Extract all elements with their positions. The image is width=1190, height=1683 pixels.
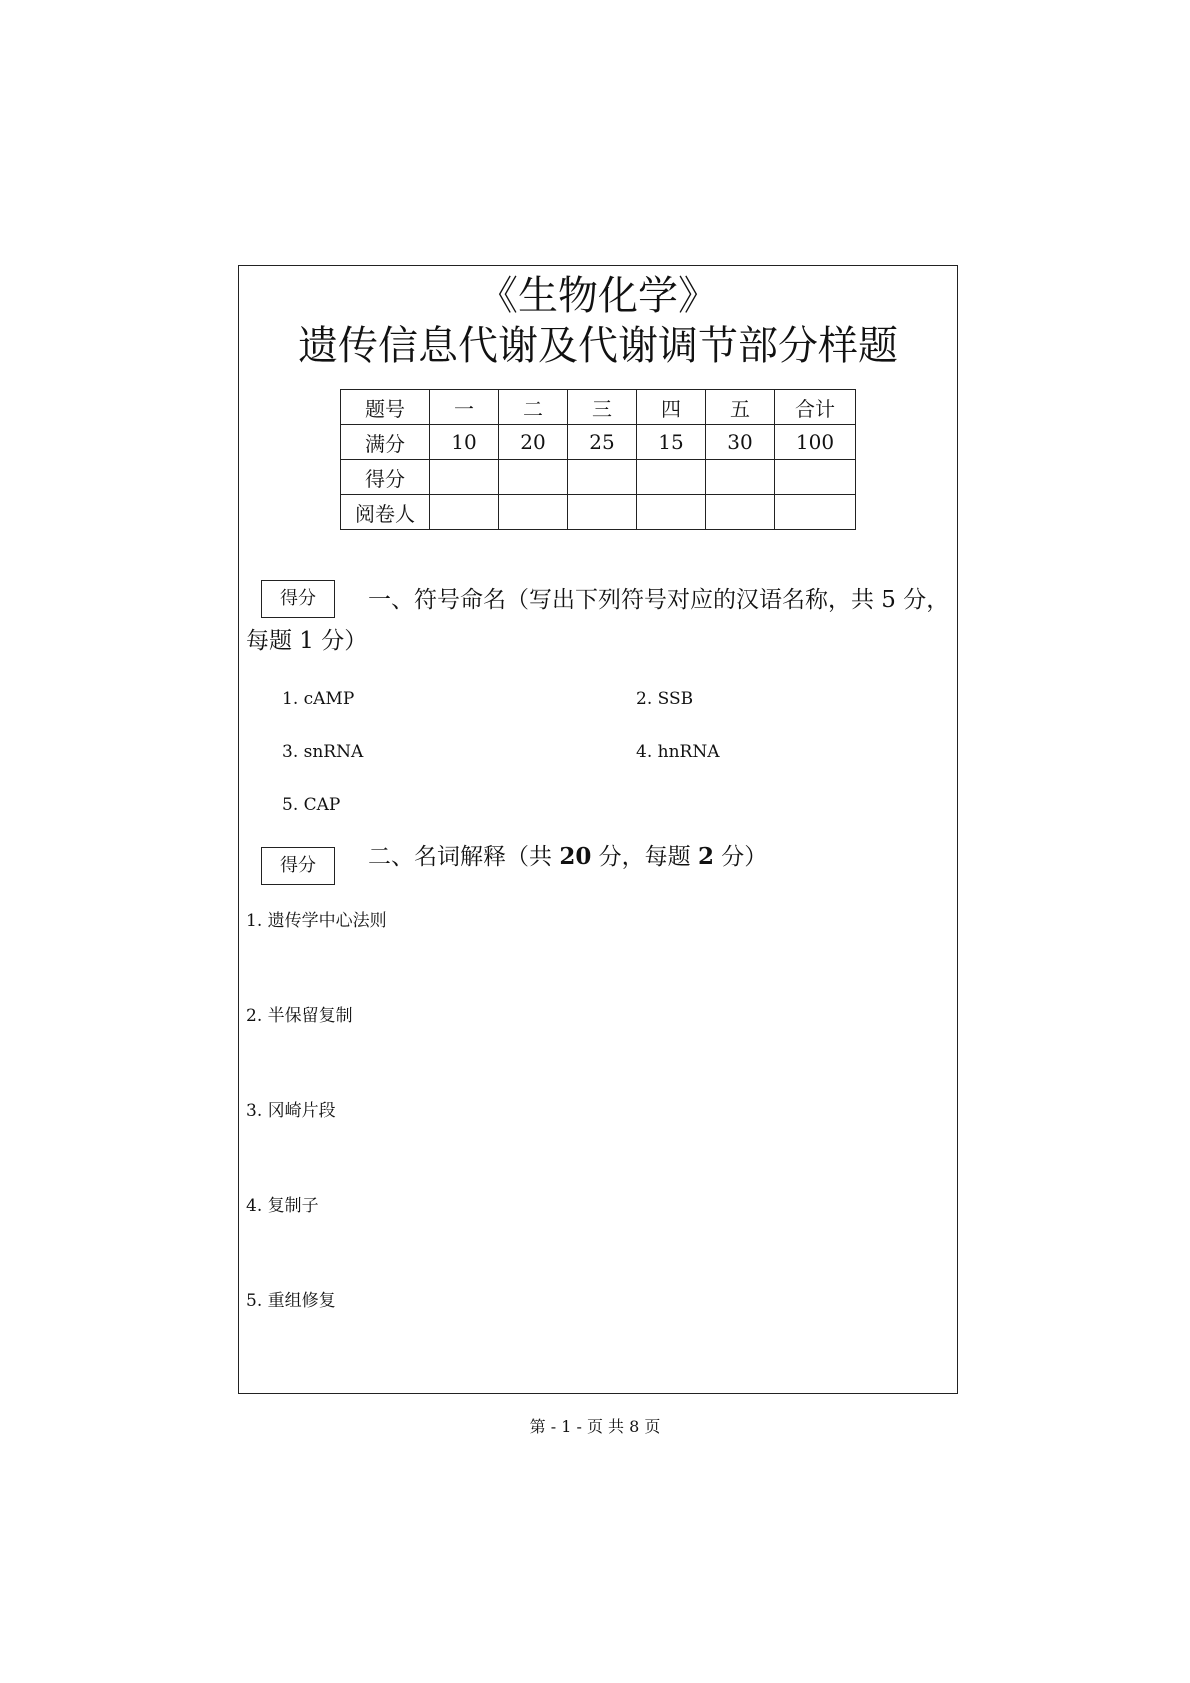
section1-item: 1. cAMP [282,689,355,709]
section2-item: 4. 复制子 [246,1196,319,1216]
score-entry-cell[interactable] [430,460,499,495]
table-row [341,495,856,530]
table-cell: 题号 [341,390,430,425]
section1-item: 4. hnRNA [636,742,720,762]
table-cell: 四 [637,390,706,425]
title-subject: 遗传信息代谢及代谢调节部分样题 [298,323,898,369]
section2-heading-text: 二、名词解释（共 [368,844,560,870]
table-cell: 二 [499,390,568,425]
score-entry-cell[interactable] [637,460,706,495]
table-cell: 20 [499,425,568,460]
grader-entry-cell[interactable] [706,495,775,530]
section2-item: 1. 遗传学中心法则 [246,911,387,931]
score-table [340,389,856,530]
table-row [341,425,856,460]
score-entry-cell[interactable] [775,460,856,495]
section2-total-points: 20 [559,843,592,870]
section1-item: 2. SSB [636,689,694,709]
section2-score-box: 得分 [261,847,335,885]
grader-entry-cell[interactable] [775,495,856,530]
score-entry-cell[interactable] [499,460,568,495]
table-cell: 得分 [341,460,430,495]
table-cell: 三 [568,390,637,425]
table-cell: 100 [775,425,856,460]
table-cell: 15 [637,425,706,460]
table-cell: 合计 [775,390,856,425]
table-cell: 阅卷人 [341,495,430,530]
section2-item: 3. 冈崎片段 [246,1101,336,1121]
section2-heading-text: 分，每题 [591,844,698,870]
section2-heading [368,842,767,872]
table-cell: 五 [706,390,775,425]
page-footer: 第 - 1 - 页 共 8 页 [529,1417,661,1436]
section2-heading-text: 分） [713,844,768,870]
section2-item: 5. 重组修复 [246,1291,336,1311]
table-cell: 30 [706,425,775,460]
table-cell: 满分 [341,425,430,460]
grader-entry-cell[interactable] [430,495,499,530]
grader-entry-cell[interactable] [568,495,637,530]
section1-heading: 一、符号命名（写出下列符号对应的汉语名称，共 5 分， [368,587,950,613]
grader-entry-cell[interactable] [637,495,706,530]
score-entry-cell[interactable] [568,460,637,495]
table-cell: 25 [568,425,637,460]
section1-heading-cont: 每题 1 分） [246,628,368,654]
score-entry-cell[interactable] [706,460,775,495]
table-cell: 10 [430,425,499,460]
title-course: 《生物化学》 [478,273,718,319]
table-cell: 一 [430,390,499,425]
grader-entry-cell[interactable] [499,495,568,530]
table-row [341,460,856,495]
table-row [341,390,856,425]
section2-item: 2. 半保留复制 [246,1006,353,1026]
section2-item-points: 2 [697,843,714,870]
section1-item: 3. snRNA [282,742,364,762]
section1-score-box: 得分 [261,580,335,618]
section1-item: 5. CAP [282,795,341,815]
